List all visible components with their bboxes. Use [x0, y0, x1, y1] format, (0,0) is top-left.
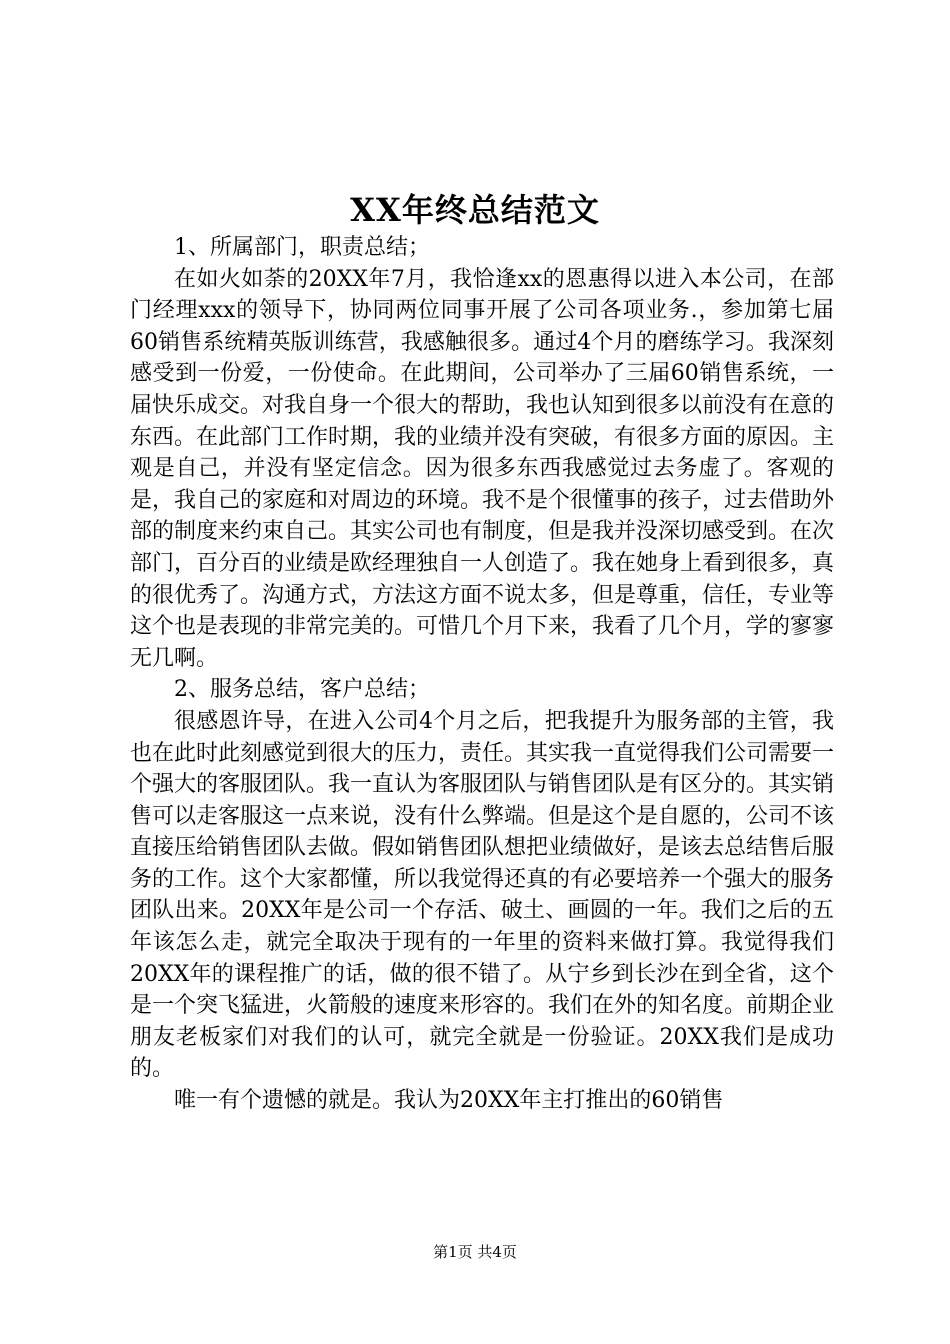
section-heading-2: 2、服务总结，客户总结；: [174, 677, 430, 703]
page-footer: 第1页 共4页: [433, 1243, 517, 1261]
document-body: [130, 232, 834, 1117]
paragraph-2: 很感恩许导，在进入公司4个月之后，把我提升为服务部的主管，我也在此时此刻感觉到很大的压力，责任。其实我一直觉得我们公司需要一个强大的客服团队。我一直认为客服团队与销售团队是有区分的。其实销售可以走客服这一点来说，没有什么弊端。但是这个是自愿的，公司不该直接压给销售团队去做。假如销售团队想把业绩做好，是该去总结售后服务的工作。这个大家都懂，所以我觉得还真的有必要培养一个强大的服务团队出来。20XX年是公司一个存活、破土、画圆的一年。我们之后的五年该怎么走，就完全取决于现有的一年里的资料来做打算。我觉得我们20XX年的课程推广的话，做的很不错了。从宁乡到长沙在到全省，这个是一个突飞猛进，火箭般的速度来形容的。我们在外的知名度。前期企业朋友老板家们对我们的认可，就完全就是一份验证。20XX我们是成功的。: [130, 708, 835, 1082]
section-heading-1: 1、所属部门，职责总结；: [174, 235, 430, 260]
document-title: XX年终总结范文: [350, 191, 600, 229]
paragraph-1: 在如火如荼的20XX年7月，我恰逢xx的恩惠得以进入本公司，在部门经理xxx的领导下，协同两位同事开展了公司各项业务.，参加第七届60销售系统精英版训练营，我感触很多。通过4个月的磨练学习。我深刻感受到一份爱，一份使命。在此期间，公司举办了三届60销售系统，一届快乐成交。对我自身一个很大的帮助，我也认知到很多以前没有在意的东西。在此部门工作时期，我的业绩并没有突破，有很多方面的原因。主观是自己，并没有坚定信念。因为很多东西我感觉过去务虚了。客观的是，我自己的家庭和对周边的环境。我不是个很懂事的孩子，过去借助外部的制度来约束自己。其实公司也有制度，但是我并没深切感受到。在次部门，百分百的业绩是欧经理独自一人创造了。我在她身上看到很多，真的很优秀了。沟通方式，方法这方面不说太多，但是尊重，信任，专业等这个也是表现的非常完美的。可惜几个月下来，我看了几个月，学的寥寥无几啊。: [130, 266, 835, 671]
paragraph-3: 唯一有个遗憾的就是。我认为20XX年主打推出的60销售: [174, 1088, 724, 1114]
